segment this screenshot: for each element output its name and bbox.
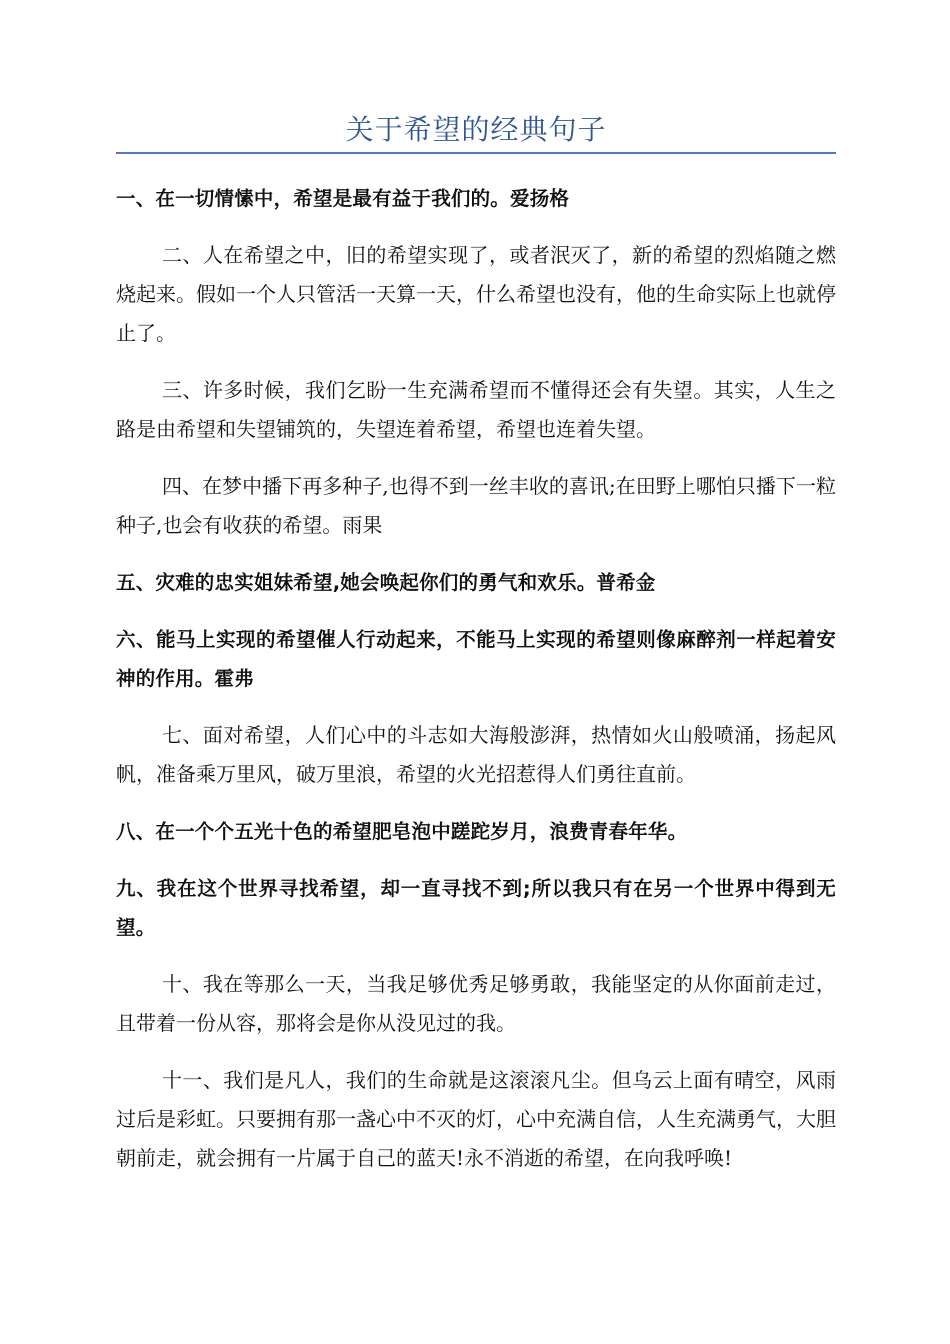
quote-paragraph-6: 六、能马上实现的希望催人行动起来，不能马上实现的希望则像麻醉剂一样起着安神的作用。霍弗: [116, 628, 836, 690]
quote-paragraph-10: 十、我在等那么一天，当我足够优秀足够勇敢，我能坚定的从你面前走过，且带着一份从容，那将会是你从没见过的我。: [116, 972, 836, 1035]
quote-paragraph-2: 二、人在希望之中，旧的希望实现了，或者泯灭了，新的希望的烈焰随之燃烧起来。假如一个人只管活一天算一天，什么希望也没有，他的生命实际上也就停止了。: [116, 243, 836, 345]
quote-paragraph-7: 七、面对希望，人们心中的斗志如大海般澎湃，热情如火山般喷涌，扬起风帆，准备乘万里风，破万里浪，希望的火光招惹得人们勇往直前。: [116, 723, 836, 786]
quote-paragraph-3: 三、许多时候，我们乞盼一生充满希望而不懂得还会有失望。其实，人生之路是由希望和失望铺筑的，失望连着希望，希望也连着失望。: [116, 378, 836, 441]
quote-paragraph-11: 十一、我们是凡人，我们的生命就是这滚滚凡尘。但乌云上面有晴空，风雨过后是彩虹。只要拥有那一盏心中不灭的灯，心中充满自信，人生充满勇气，大胆朝前走，就会拥有一片属于自己的蓝天!永不消逝的希望，在向我呼唤!: [116, 1068, 836, 1170]
title-underline: [116, 152, 836, 154]
document-body: [116, 110, 836, 1196]
page-title: 关于希望的经典句子: [345, 113, 607, 146]
quote-paragraph-9: 九、我在这个世界寻找希望，却一直寻找不到;所以我只有在另一个世界中得到无望。: [116, 877, 836, 939]
quote-paragraph-4: 四、在梦中播下再多种子,也得不到一丝丰收的喜讯;在田野上哪怕只播下一粒种子,也会有收获的希望。雨果: [116, 474, 836, 537]
quote-paragraph-1: 一、在一切情愫中，希望是最有益于我们的。爱扬格: [116, 187, 570, 210]
quote-paragraph-8: 八、在一个个五光十色的希望肥皂泡中蹉跎岁月，浪费青春年华。: [116, 820, 688, 843]
quote-paragraph-5: 五、灾难的忠实姐妹希望,她会唤起你们的勇气和欢乐。普希金: [116, 571, 656, 594]
